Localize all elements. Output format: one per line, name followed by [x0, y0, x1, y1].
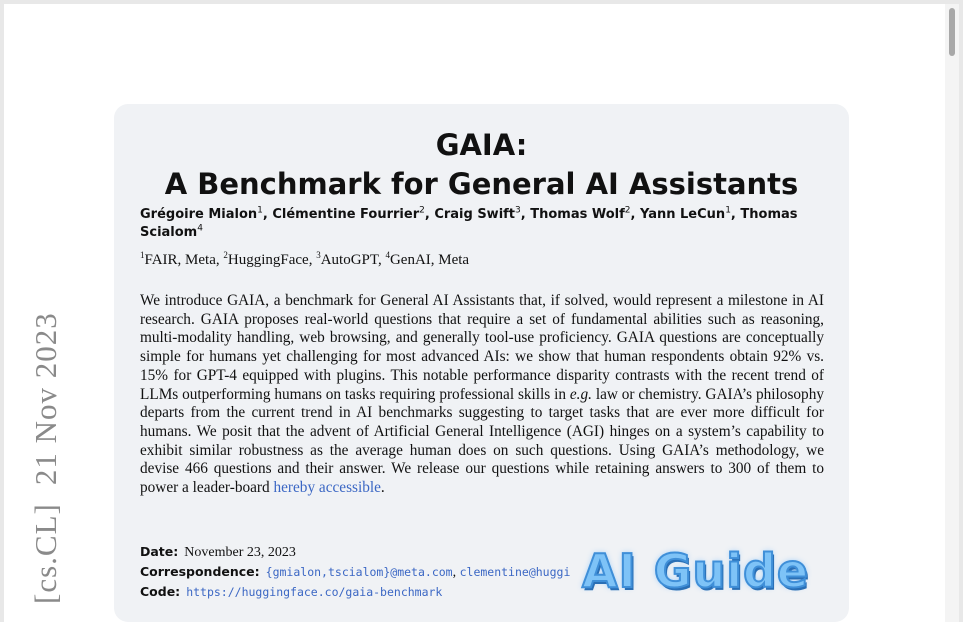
affiliation-name: GenAI, Meta	[389, 252, 470, 268]
arxiv-category: [cs.CL]	[28, 503, 63, 604]
code-link[interactable]: https://huggingface.co/gaia-benchmark	[186, 585, 443, 599]
author-mark: 1	[257, 205, 263, 216]
abstract-end: .	[380, 479, 385, 497]
arxiv-side-stamp	[28, 294, 64, 604]
code-label: Code:	[140, 584, 181, 599]
author-name: Grégoire Mialon	[140, 207, 258, 222]
author-mark: 3	[515, 205, 521, 216]
author-name: Clémentine Fourrier	[272, 207, 420, 222]
affiliation-mark: 1	[140, 250, 145, 260]
title-line-1: GAIA:	[435, 128, 528, 162]
correspondence-separator: ,	[452, 565, 460, 580]
affiliation-name: FAIR, Meta	[144, 252, 216, 268]
arxiv-date: 21 Nov 2023	[28, 312, 63, 486]
author-name: Yann LeCun	[640, 207, 726, 222]
affiliation-name: AutoGPT	[320, 252, 378, 268]
author-mark: 4	[197, 223, 203, 234]
affiliation-mark: 4	[385, 250, 390, 260]
affiliation-mark: 2	[223, 250, 228, 260]
leaderboard-link[interactable]: hereby accessible	[273, 479, 381, 497]
vertical-scrollbar[interactable]	[945, 4, 959, 622]
author-list: Grégoire Mialon$^1$, Clémentine Fourrier$^2$, Craig Swift$^3$, Thomas Wolf$^2$, Yann LeCun$^1$, Thomas Scialom$^4$	[140, 205, 798, 240]
paper-title	[114, 126, 849, 204]
pdf-viewer	[4, 4, 959, 622]
author-mark: 1	[725, 205, 731, 216]
author-name: Craig Swift	[434, 207, 516, 222]
abstract-text-1: We introduce GAIA, a benchmark for General AI Assistants that, if solved, would represent a milestone in AI research. GAIA proposes real-world questions that require a set of fundamental abilities such as reasoning, multi-modality handling, web browsing, and generally tool-use proficiency. GAIA questions are conceptually simple for humans yet challenging for most advanced AIs: we show that human respondents obtain 92% vs. 15% for GPT-4 equipped with plugins. This notable performance disparity contrasts with the recent trend of LLMs outperforming humans on tasks requiring professional skills in	[140, 292, 824, 403]
affiliation-list: $^1$FAIR, Meta, $^2$HuggingFace, $^3$AutoGPT, $^4$GenAI, Meta	[140, 250, 470, 268]
author-mark: 2	[419, 205, 425, 216]
affiliation-mark: 3	[316, 250, 321, 260]
date-label: Date:	[140, 544, 179, 559]
date-value: November 23, 2023	[184, 545, 296, 560]
author-name: Thomas Scialom	[140, 207, 798, 240]
affiliation-name: HuggingFace	[227, 252, 309, 268]
abstract-italic: e.g.	[569, 385, 592, 403]
abstract-text-2: law or chemistry. GAIA’s philosophy departs from the current trend in AI benchmarks suggesting to target tasks that are ever more difficult for humans. We posit that the advent of Artificial General Intelligence (AGI) hinges on a system’s capability to exhibit similar robustness as the average human does on such questions. Using GAIA’s methodology, we devise 466 questions and their answer. We release our questions while retaining answers to 300 of them to power a leader-board	[140, 385, 824, 497]
ai-guide-watermark: AI Guide	[582, 544, 810, 598]
scrollbar-thumb[interactable]	[949, 8, 955, 56]
correspondence-email-1[interactable]: {gmialon,tscialom}@meta.com	[265, 565, 453, 579]
author-name: Thomas Wolf	[530, 207, 625, 222]
abstract	[140, 292, 824, 498]
correspondence-label: Correspondence:	[140, 564, 260, 579]
author-mark: 2	[624, 205, 631, 216]
correspondence-email-2[interactable]: clementine@huggi	[459, 565, 571, 579]
title-line-2: A Benchmark for General AI Assistants	[164, 167, 799, 201]
